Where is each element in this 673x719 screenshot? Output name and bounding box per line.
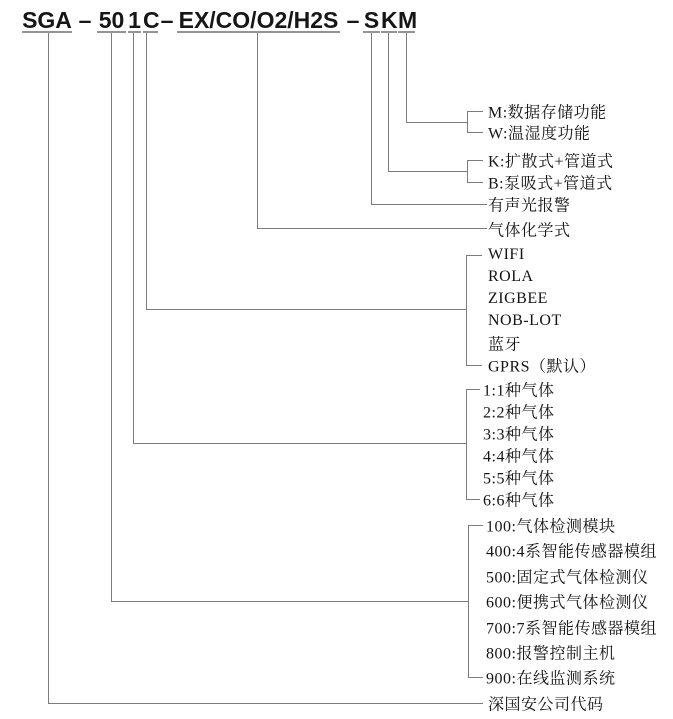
label-series-600: 600:便携式气体检测仪: [486, 594, 649, 612]
model-segment-dash-1: –: [78, 7, 92, 33]
connector-alarm-vline: [371, 33, 372, 204]
model-segment-function: M: [398, 7, 418, 33]
label-series-100: 100:气体检测模块: [486, 518, 616, 536]
label-function-m: M:数据存储功能: [488, 104, 607, 122]
label-gas-count-5: 5:5种气体: [483, 470, 555, 488]
model-segment-dash-3: –: [346, 7, 360, 33]
label-comm-zigbee: ZIGBEE: [488, 290, 548, 307]
label-comm-bluetooth: 蓝牙: [488, 336, 522, 354]
connector-company-vline: [48, 33, 49, 703]
bracket-sampling-tick-top: [467, 160, 483, 161]
model-segment-alarm: S: [363, 7, 380, 33]
model-segment-comm: C: [143, 7, 160, 33]
label-series-700: 700:7系智能传感器模组: [486, 620, 657, 638]
bracket-comm-vline: [466, 255, 467, 366]
connector-sampling-hline: [388, 171, 467, 172]
model-segment-dash-2: –: [160, 7, 174, 33]
connector-gas-formula-vline: [257, 33, 258, 228]
model-segment-company: SGA: [22, 7, 72, 33]
connector-alarm-hline: [371, 204, 487, 205]
bracket-sampling-vline: [467, 160, 468, 183]
model-segment-series: 50: [98, 7, 125, 33]
connector-company-hline: [48, 703, 483, 704]
connector-series-hline: [111, 601, 468, 602]
bracket-comm-tick-bottom: [466, 365, 482, 366]
bracket-series-vline: [468, 525, 469, 678]
bracket-function-vline: [467, 111, 468, 133]
connector-series-vline: [111, 33, 112, 601]
label-gas-count-2: 2:2种气体: [483, 404, 555, 422]
bracket-function-tick-bottom: [467, 132, 483, 133]
connector-sampling-vline: [388, 33, 389, 171]
label-series-400: 400:4系智能传感器模组: [486, 543, 657, 561]
label-function-w: W:温湿度功能: [488, 125, 591, 143]
connector-gas-formula-hline: [257, 228, 487, 229]
label-gas-count-1: 1:1种气体: [483, 382, 555, 400]
label-comm-wifi: WIFI: [488, 246, 525, 263]
connector-comm-vline: [146, 33, 147, 309]
bracket-function-tick-top: [467, 111, 483, 112]
model-segment-gas-count: 1: [128, 7, 141, 33]
label-gas-count-6: 6:6种气体: [483, 492, 555, 510]
bracket-gas-count-tick-top: [466, 389, 480, 390]
connector-comm-hline: [146, 309, 466, 310]
connector-function-vline: [406, 33, 407, 122]
label-alarm: 有声光报警: [488, 197, 571, 215]
label-series-500: 500:固定式气体检测仪: [486, 569, 649, 587]
label-comm-rola: ROLA: [488, 268, 534, 285]
bracket-series-tick-bottom: [468, 677, 483, 678]
label-comm-gprs: GPRS（默认）: [488, 358, 597, 376]
bracket-comm-tick-top: [466, 255, 482, 256]
bracket-sampling-tick-bottom: [467, 182, 483, 183]
label-sampling-b: B:泵吸式+管道式: [488, 175, 613, 193]
connector-gas-count-hline: [133, 443, 466, 444]
label-sampling-k: K:扩散式+管道式: [488, 153, 614, 171]
label-company: 深国安公司代码: [488, 696, 604, 714]
bracket-gas-count-vline: [466, 389, 467, 500]
connector-function-hline: [406, 122, 467, 123]
model-segment-gas-formula: EX/CO/O2/H2S: [178, 7, 339, 33]
label-series-900: 900:在线监测系统: [486, 670, 616, 688]
label-gas-count-4: 4:4种气体: [483, 448, 555, 466]
bracket-series-tick-top: [468, 525, 483, 526]
label-gas-formula: 气体化学式: [488, 222, 571, 240]
connector-gas-count-vline: [133, 33, 134, 443]
label-gas-count-3: 3:3种气体: [483, 426, 555, 444]
bracket-gas-count-tick-bottom: [466, 499, 480, 500]
label-series-800: 800:报警控制主机: [486, 645, 616, 663]
model-segment-sampling: K: [381, 7, 398, 33]
label-comm-nob-lot: NOB-LOT: [488, 312, 562, 329]
